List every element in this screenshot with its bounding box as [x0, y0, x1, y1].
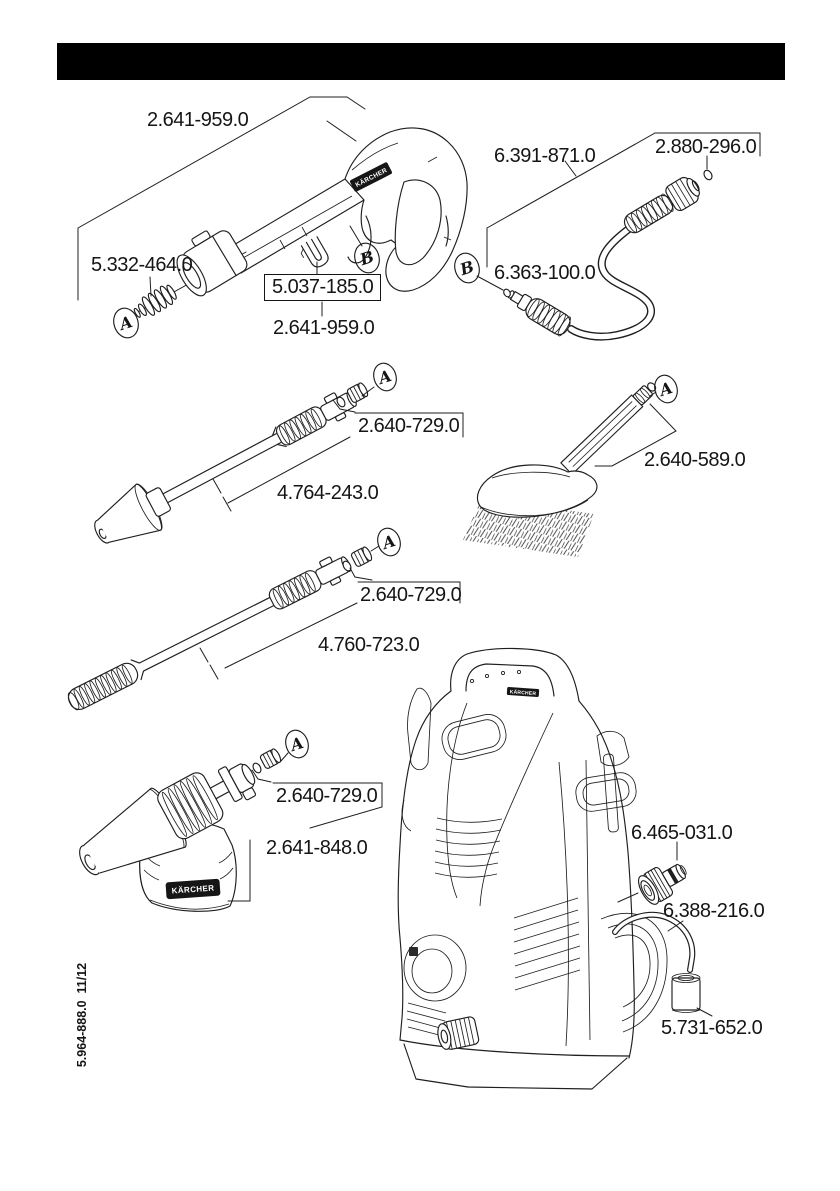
part-label-gun-clip: 5.037-185.0 [264, 274, 381, 301]
part-label-gun-assembly-top: 2.641-959.0 [147, 109, 249, 131]
gun-coupling-part [130, 282, 179, 323]
part-label-gun-coupling: 5.332-464.0 [91, 254, 193, 276]
part-label-suction-hose: 6.388-216.0 [663, 900, 765, 922]
callout-b-hose [451, 250, 483, 286]
callout-ovals [110, 240, 681, 761]
spray-lance-1-drawing [85, 375, 369, 558]
part-label-hose-oring: 2.880-296.0 [655, 136, 757, 158]
machine-knob [436, 1016, 480, 1051]
callout-a-foam [282, 727, 312, 760]
svg-text:A: A [288, 733, 306, 755]
high-pressure-hose-drawing [502, 169, 713, 338]
svg-text:A: A [380, 531, 398, 553]
gun-logo-text: KÄRCHER [354, 167, 389, 189]
machine-drawing [398, 648, 667, 1089]
svg-text:B: B [357, 246, 377, 270]
part-label-high-pressure-hose: 6.391-871.0 [494, 145, 596, 167]
part-label-lance1-coupling: 2.640-729.0 [358, 415, 460, 437]
part-label-lance1: 4.764-243.0 [277, 482, 379, 504]
svg-text:A: A [117, 312, 135, 334]
bottle-logo-text: KÄRCHER [171, 883, 215, 896]
part-label-lance2-coupling: 2.640-729.0 [360, 584, 462, 606]
hose-oring-part [702, 169, 713, 181]
part-label-foam-nozzle: 2.641-848.0 [266, 837, 368, 859]
part-label-hose-adapter: 6.465-031.0 [631, 822, 733, 844]
machine-logo-band [507, 687, 539, 697]
water-filter-drawing [672, 974, 700, 1013]
svg-text:A: A [376, 366, 394, 388]
svg-text:B: B [457, 256, 477, 280]
svg-text:A: A [657, 378, 675, 400]
document-code-vertical: 5.964-888.0 11/12 [75, 962, 89, 1068]
header-bar [57, 43, 785, 80]
part-label-foam-coupling: 2.640-729.0 [276, 785, 378, 807]
spray-lance-2-drawing [64, 546, 374, 715]
callout-a-lance2 [374, 525, 404, 558]
machine-logo-text: KÄRCHER [509, 689, 537, 698]
wash-brush-drawing [463, 379, 660, 557]
part-label-lance2: 4.760-723.0 [318, 634, 420, 656]
gun-clip-part [298, 236, 331, 271]
callout-b-gun [351, 240, 383, 276]
part-label-water-filter: 5.731-652.0 [661, 1017, 763, 1039]
lance2-nut-part [350, 546, 373, 568]
part-label-hose-nipple: 6.363-100.0 [494, 262, 596, 284]
part-label-brush: 2.640-589.0 [644, 449, 746, 471]
callout-a-lance1 [370, 360, 400, 393]
foam-nut-part [259, 748, 282, 770]
part-label-gun-assembly-bottom: 2.641-959.0 [273, 317, 375, 339]
